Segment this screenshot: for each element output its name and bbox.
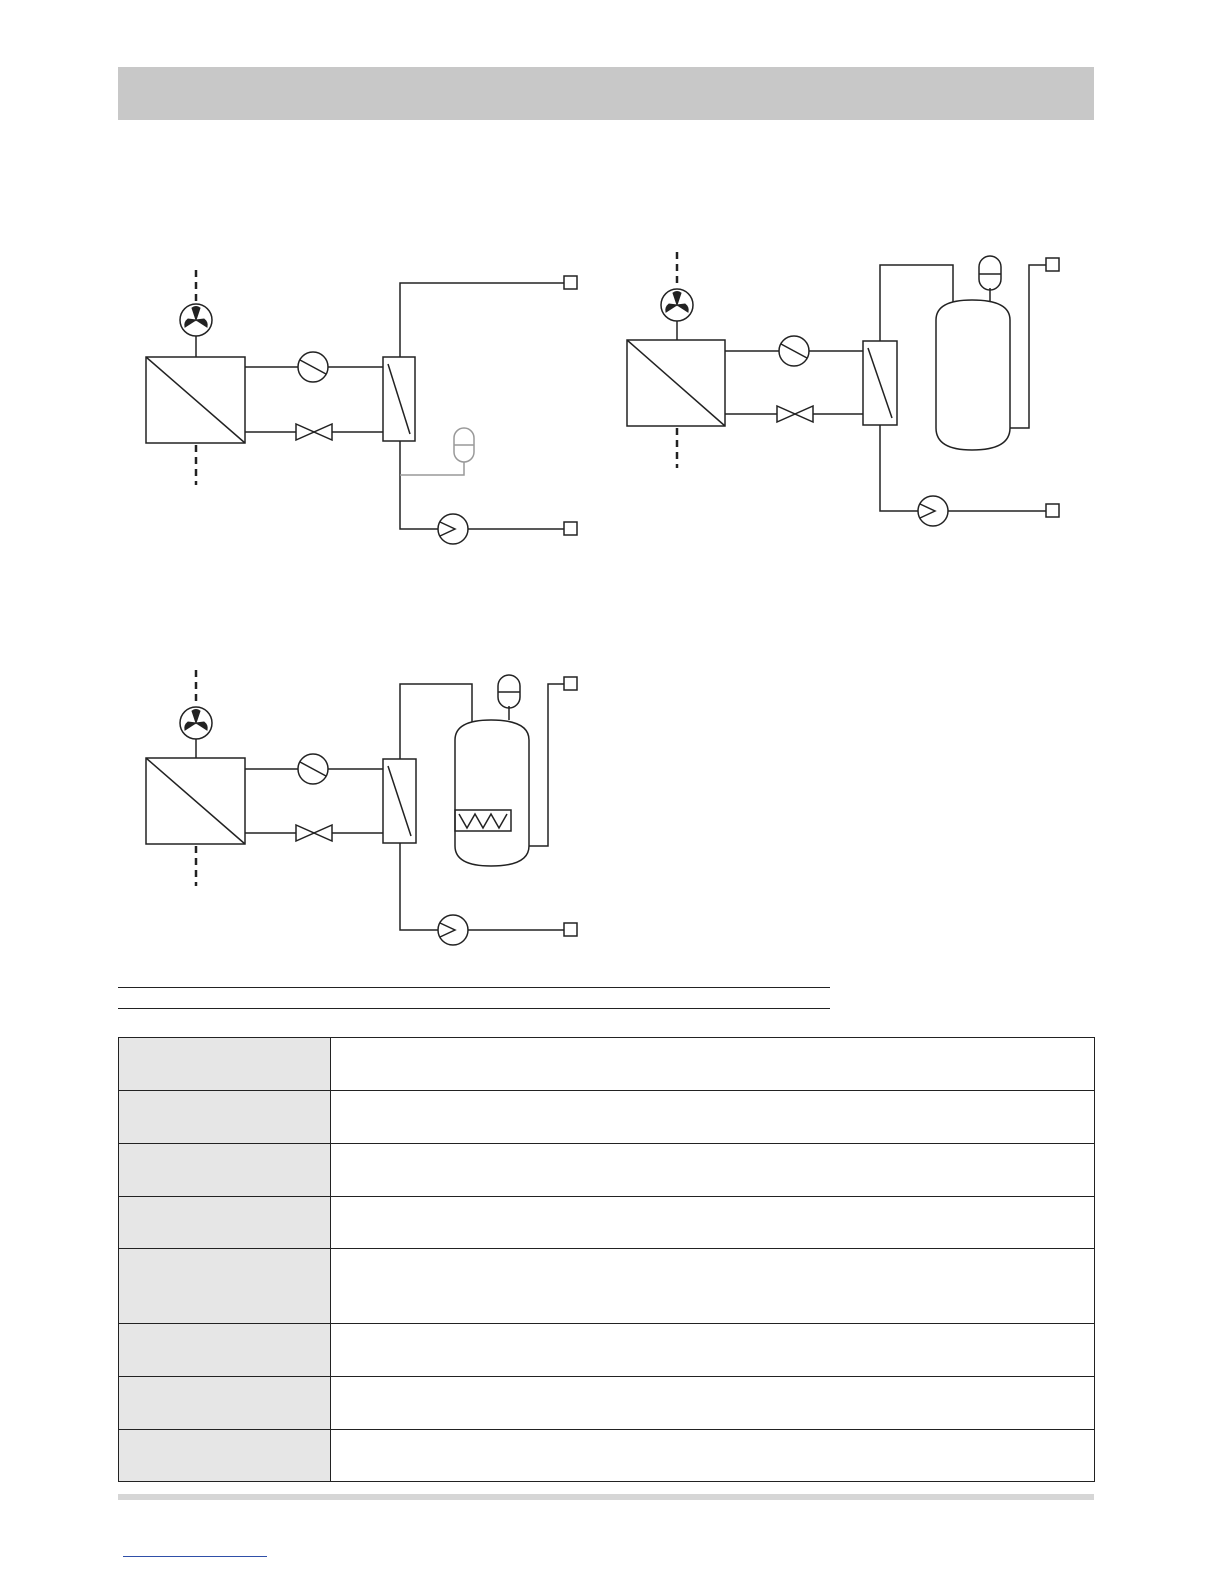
fan-icon bbox=[661, 289, 693, 340]
compressor-icon bbox=[298, 754, 328, 784]
table-row bbox=[119, 1249, 1095, 1324]
row-value bbox=[331, 1377, 1095, 1430]
row-label bbox=[119, 1430, 331, 1482]
table-row bbox=[119, 1038, 1095, 1091]
compressor-icon bbox=[298, 352, 328, 382]
return-connection bbox=[1046, 504, 1059, 517]
row-value bbox=[331, 1430, 1095, 1482]
table-row bbox=[119, 1324, 1095, 1377]
plate-heat-exchanger bbox=[863, 341, 897, 425]
row-label bbox=[119, 1091, 331, 1144]
row-value bbox=[331, 1038, 1095, 1091]
row-label bbox=[119, 1377, 331, 1430]
dhw-tank bbox=[455, 720, 529, 866]
row-label bbox=[119, 1324, 331, 1377]
compressor-icon bbox=[779, 336, 809, 366]
heating-coil-icon bbox=[455, 810, 511, 831]
table-row bbox=[119, 1091, 1095, 1144]
expansion-vessel-icon bbox=[400, 428, 474, 475]
spec-table bbox=[118, 1037, 1095, 1482]
row-value bbox=[331, 1249, 1095, 1324]
row-value bbox=[331, 1091, 1095, 1144]
circulation-pump-icon bbox=[438, 514, 468, 544]
section-divider bbox=[118, 987, 830, 988]
expansion-valve-icon bbox=[777, 406, 813, 422]
diagram-direct-heating bbox=[146, 270, 577, 544]
row-label bbox=[119, 1197, 331, 1249]
fan-icon bbox=[180, 707, 212, 758]
table-row bbox=[119, 1144, 1095, 1197]
table-row bbox=[119, 1197, 1095, 1249]
flow-connection bbox=[564, 276, 577, 289]
circulation-pump-icon bbox=[438, 915, 468, 945]
expansion-vessel-icon bbox=[979, 256, 1001, 302]
row-value bbox=[331, 1144, 1095, 1197]
circulation-pump-icon bbox=[918, 496, 948, 526]
row-label bbox=[119, 1144, 331, 1197]
row-label bbox=[119, 1249, 331, 1324]
return-connection bbox=[564, 923, 577, 936]
row-value bbox=[331, 1324, 1095, 1377]
footer-band bbox=[118, 1494, 1094, 1500]
diagram-dhw-tank bbox=[146, 670, 577, 945]
expansion-valve-icon bbox=[296, 424, 332, 440]
row-label bbox=[119, 1038, 331, 1091]
table-row bbox=[119, 1377, 1095, 1430]
diagram-buffer-tank bbox=[627, 252, 1059, 526]
air-heat-exchanger bbox=[627, 340, 725, 426]
plate-heat-exchanger bbox=[383, 357, 415, 441]
return-connection bbox=[564, 522, 577, 535]
footer-link-underline[interactable] bbox=[123, 1556, 267, 1557]
flow-connection bbox=[1046, 258, 1059, 271]
section-divider bbox=[118, 1008, 830, 1009]
air-heat-exchanger bbox=[146, 758, 245, 844]
row-value bbox=[331, 1197, 1095, 1249]
expansion-valve-icon bbox=[296, 825, 332, 841]
buffer-tank bbox=[936, 300, 1010, 450]
expansion-vessel-icon bbox=[498, 675, 520, 720]
plate-heat-exchanger bbox=[383, 759, 416, 843]
air-heat-exchanger bbox=[146, 357, 245, 443]
flow-connection bbox=[564, 677, 577, 690]
table-row bbox=[119, 1430, 1095, 1482]
